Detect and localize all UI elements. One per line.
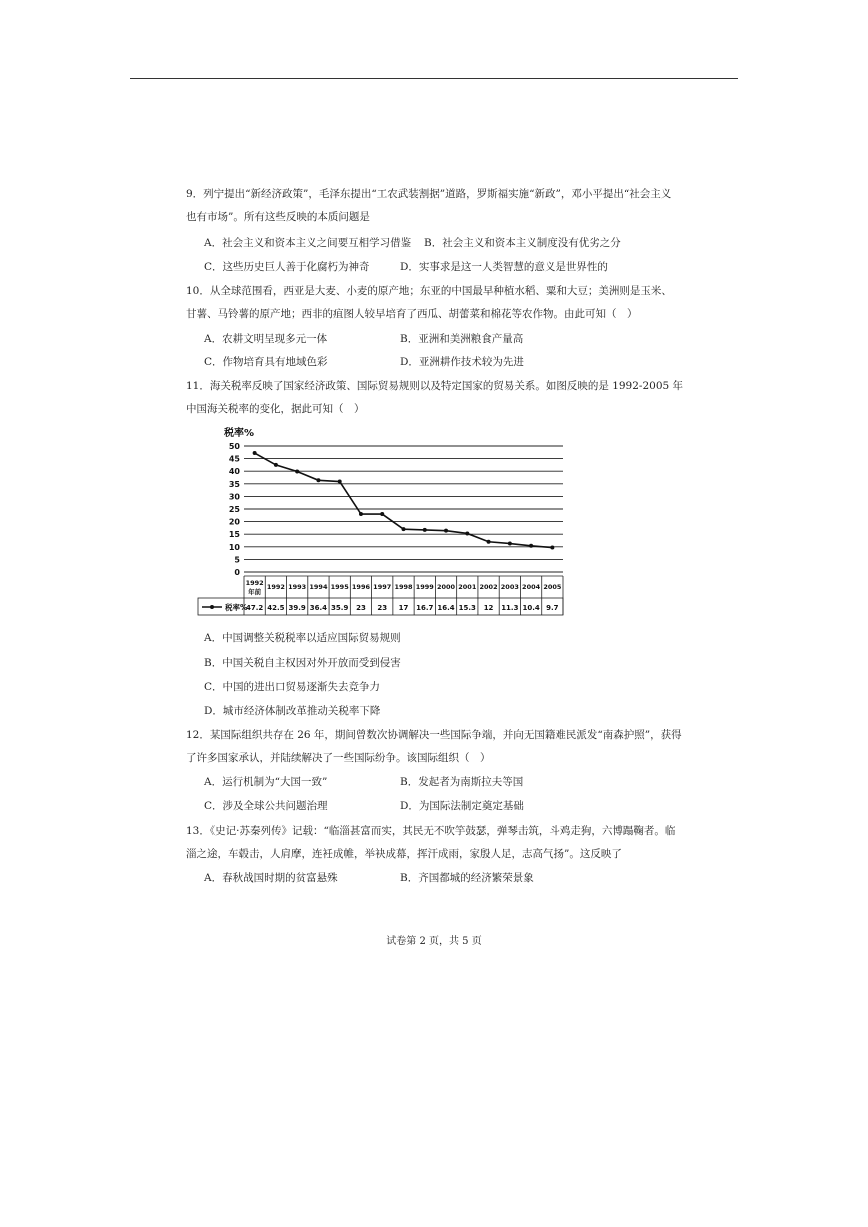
q10-option-b[interactable]: B．亚洲和美洲粮食产量高 <box>400 333 524 345</box>
data-point <box>253 451 257 455</box>
category-label: 1992 <box>245 579 264 587</box>
data-value-label: 10.4 <box>522 604 540 612</box>
data-point <box>487 540 491 544</box>
category-label: 1996 <box>351 583 371 591</box>
q11-stem-line1: 11．海关税率反映了国家经济政策、国际贸易规则以及特定国家的贸易关系。如图反映的是 1992-2005 年 <box>186 380 684 392</box>
q13-option-b[interactable]: B．齐国都城的经济繁荣景象 <box>400 872 534 884</box>
data-point <box>316 478 320 482</box>
data-value-label: 17 <box>398 604 409 612</box>
q10-option-a[interactable]: A．农耕文明呈现多元一体 <box>204 333 328 345</box>
data-point <box>359 512 363 516</box>
q12-option-a[interactable]: A．运行机制为“大国一致” <box>204 776 328 788</box>
q10-stem-line2: 甘薯、马铃薯的原产地；西非的疽图人较早培育了西瓜、胡蕾菜和棉花等农作物。由此可知（ ） <box>186 308 638 320</box>
tariff-rate-chart <box>196 424 568 618</box>
y-tick-label: 40 <box>228 467 240 477</box>
q9-option-d[interactable]: D．实事求是这一人类智慧的意义是世界性的 <box>400 261 608 273</box>
category-label: 1997 <box>373 583 392 591</box>
category-label: 2004 <box>522 583 541 591</box>
y-tick-label: 50 <box>228 442 240 451</box>
q11-option-b[interactable]: B．中国关税自主权因对外开放而受到侵害 <box>204 657 401 669</box>
q12-option-c[interactable]: C．涉及全球公共问题治理 <box>204 800 328 812</box>
category-label: 1994 <box>309 583 328 591</box>
q12-option-b[interactable]: B．发起者为南斯拉夫等国 <box>400 776 524 788</box>
category-label: 2001 <box>458 583 477 591</box>
category-label: 1993 <box>288 583 307 591</box>
q9-option-b[interactable]: B．社会主义和资本主义制度没有优劣之分 <box>424 237 621 249</box>
q13-option-a[interactable]: A．春秋战国时期的贫富悬殊 <box>204 872 338 884</box>
q13-stem-line2: 淄之途，车毂击，人肩摩，连衽成帷，举袂成幕，挥汗成雨，家殷人足，志高气扬”。这反映了 <box>186 848 622 860</box>
chart-y-title: 税率% <box>224 428 255 439</box>
data-point <box>338 480 342 484</box>
y-tick-label: 15 <box>228 530 240 540</box>
y-tick-label: 5 <box>234 555 240 565</box>
category-label: 1992 <box>266 583 285 591</box>
data-value-label: 39.9 <box>288 604 306 612</box>
category-label: 1995 <box>330 583 349 591</box>
data-point <box>444 529 448 533</box>
q9-stem-line1: 9．列宁提出“新经济政策”，毛泽东提出“工农武装割据”道路，罗斯福实施“新政”，邓小平提出“社会主义 <box>186 188 672 200</box>
data-value-label: 35.9 <box>331 604 349 612</box>
y-tick-label: 35 <box>228 479 240 489</box>
q9-option-c[interactable]: C．这些历史巨人善于化腐朽为神奇 <box>204 261 370 273</box>
category-label: 2000 <box>436 583 456 591</box>
data-value-label: 12 <box>483 604 494 612</box>
page-footer: 试卷第 2 页，共 5 页 <box>386 936 482 947</box>
data-value-label: 16.4 <box>437 604 455 612</box>
y-tick-label: 45 <box>228 454 240 464</box>
q12-stem-line2: 了许多国家承认，并陆续解决了一些国际纷争。该国际组织（ ） <box>186 752 491 764</box>
y-tick-label: 20 <box>228 517 240 527</box>
data-value-label: 42.5 <box>267 604 285 612</box>
data-value-label: 15.3 <box>458 604 476 612</box>
q11-stem-line2: 中国海关税率的变化，据此可知（ ） <box>186 403 365 415</box>
data-value-label: 9.7 <box>546 604 559 612</box>
y-tick-label: 10 <box>228 542 240 552</box>
category-label: 1998 <box>394 583 413 591</box>
q9-option-a[interactable]: A．社会主义和资本主义之间要互相学习借鉴 <box>204 237 412 249</box>
q10-stem-line1: 10．从全球范围看，西亚是大麦、小麦的原产地；东亚的中国最早种植水稻、粟和大豆；美洲则是玉米、 <box>186 285 672 297</box>
data-value-label: 36.4 <box>309 604 328 612</box>
q9-stem-line2: 也有市场”。所有这些反映的本质问题是 <box>186 211 370 223</box>
data-value-label: 23 <box>356 604 366 612</box>
q11-option-d[interactable]: D．城市经济体制改革推动关税率下降 <box>204 705 381 717</box>
legend-marker <box>210 605 214 609</box>
y-tick-label: 0 <box>234 568 240 577</box>
q12-option-d[interactable]: D．为国际法制定奠定基础 <box>400 800 524 812</box>
data-value-label: 11.3 <box>501 604 519 612</box>
y-tick-label: 30 <box>228 492 240 502</box>
category-label: 2002 <box>479 583 498 591</box>
data-point <box>423 528 427 532</box>
q13-stem-line1: 13．《史记·苏秦列传》记载：“临淄甚富而实，其民无不吹竽鼓瑟，弹琴击筑，斗鸡走狗，六博蹋鞠者。临 <box>186 825 676 837</box>
data-point <box>529 544 533 548</box>
data-point <box>402 527 406 531</box>
data-point <box>465 531 469 535</box>
data-point <box>274 463 278 467</box>
data-value-label: 23 <box>377 604 388 612</box>
data-value-label: 16.7 <box>416 604 434 612</box>
data-value-label: 47.2 <box>245 604 264 612</box>
q10-option-c[interactable]: C．作物培育具有地域色彩 <box>204 356 328 368</box>
category-label: 2003 <box>500 583 519 591</box>
data-point <box>508 542 512 546</box>
y-tick-label: 25 <box>228 505 240 514</box>
data-point <box>380 512 384 516</box>
q11-option-a[interactable]: A．中国调整关税税率以适应国际贸易规则 <box>204 632 401 644</box>
data-point <box>295 469 299 473</box>
category-label: 2005 <box>543 583 562 591</box>
legend-label: 税率% <box>225 603 248 612</box>
q12-stem-line1: 12．某国际组织共存在 26 年，期间曾数次协调解决一些国际争端，并向无国籍难民派发“南森护照”，获得 <box>186 729 682 741</box>
series-line <box>255 453 553 548</box>
q11-option-c[interactable]: C．中国的进出口贸易逐渐失去竞争力 <box>204 681 381 693</box>
category-label: 年前 <box>248 588 262 596</box>
q10-option-d[interactable]: D．亚洲耕作技术较为先进 <box>400 356 524 368</box>
category-label: 1999 <box>415 583 434 591</box>
header-rule <box>130 78 738 79</box>
data-point <box>550 546 554 550</box>
